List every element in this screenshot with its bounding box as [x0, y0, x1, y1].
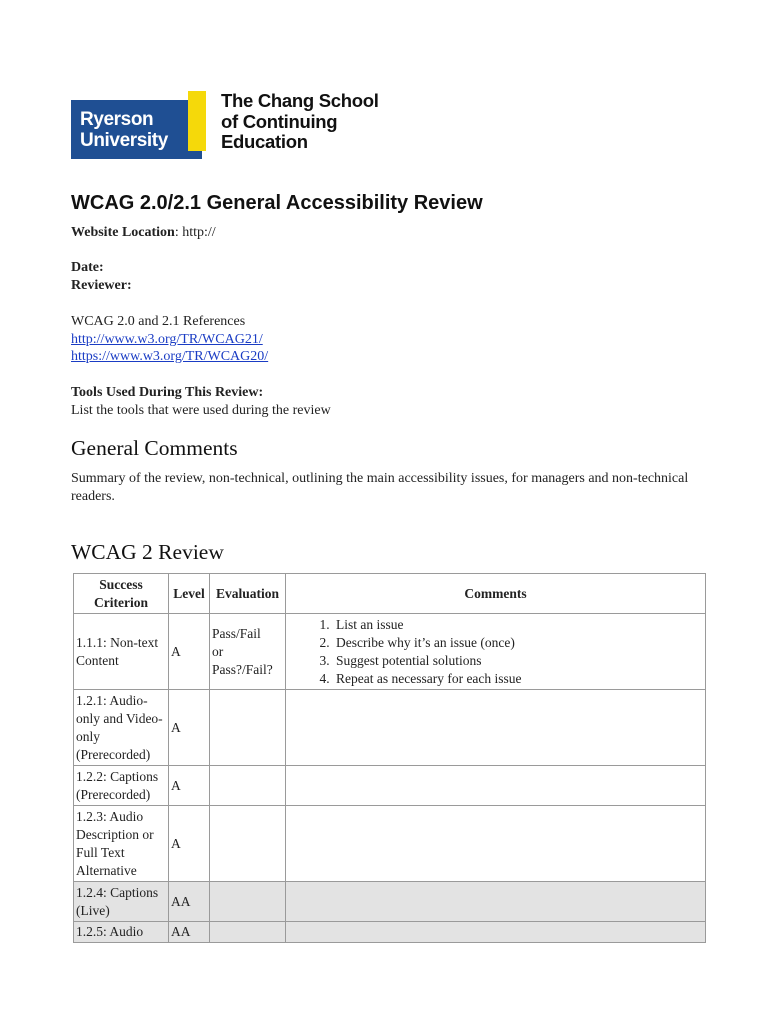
- table-row: [74, 766, 706, 806]
- evaluation-cell: [210, 690, 286, 766]
- evaluation-cell: Pass/Fail or Pass?/Fail?: [210, 614, 286, 690]
- column-header: Success Criterion: [74, 574, 169, 614]
- table-header-row: [74, 574, 706, 614]
- comments-cell: [286, 806, 706, 882]
- logo-yellow-bar: [188, 91, 206, 151]
- list-item: 1. List an issue: [333, 616, 703, 634]
- logo-university-line1: Ryerson: [80, 109, 154, 130]
- level-cell: A: [169, 690, 210, 766]
- general-comments-text: Summary of the review, non-technical, outlining the main accessibility issues, for managers and non-technical readers.: [71, 471, 689, 504]
- criterion-cell: 1.2.1: Audio-only and Video-only (Prerecorded): [74, 690, 169, 766]
- table-row: [74, 882, 706, 922]
- criterion-cell: 1.2.5: Audio: [74, 922, 169, 943]
- document-title: WCAG 2.0/2.1 General Accessibility Review: [71, 192, 483, 214]
- level-cell: A: [169, 806, 210, 882]
- column-header: Comments: [286, 574, 706, 614]
- list-item: 2. Describe why it’s an issue (once): [333, 634, 703, 652]
- criterion-cell: 1.2.3: Audio Description or Full Text Alternative: [74, 806, 169, 882]
- comments-cell: [286, 922, 706, 943]
- level-cell: A: [169, 614, 210, 690]
- website-location-label: Website Location: [71, 225, 175, 240]
- comments-cell: [286, 614, 706, 690]
- issue-list: [288, 616, 703, 688]
- tools-text: List the tools that were used during the review: [71, 403, 331, 418]
- website-location-line: [71, 224, 216, 242]
- logo-school-line: Education: [221, 131, 308, 152]
- level-cell: AA: [169, 882, 210, 922]
- review-table: [73, 573, 706, 943]
- evaluation-cell: [210, 882, 286, 922]
- level-cell: AA: [169, 922, 210, 943]
- list-item: 4. Repeat as necessary for each issue: [333, 670, 703, 688]
- column-header: Evaluation: [210, 574, 286, 614]
- wcag21-link[interactable]: http://www.w3.org/TR/WCAG21/: [71, 332, 263, 347]
- table-row: [74, 614, 706, 690]
- column-header: Level: [169, 574, 210, 614]
- comments-cell: [286, 690, 706, 766]
- chang-school-logo: [71, 91, 391, 161]
- level-cell: A: [169, 766, 210, 806]
- table-row: [74, 806, 706, 882]
- logo-school-line: of Continuing: [221, 110, 338, 132]
- list-item: 3. Suggest potential solutions: [333, 652, 703, 670]
- table-row: [74, 922, 706, 943]
- website-location-value: : http://: [174, 225, 216, 240]
- logo-school-line: The Chang School: [221, 90, 379, 111]
- general-comments-heading: General Comments: [71, 436, 238, 460]
- evaluation-cell: [210, 922, 286, 943]
- references-heading: WCAG 2.0 and 2.1 References: [71, 314, 246, 329]
- wcag20-link[interactable]: https://www.w3.org/TR/WCAG20/: [71, 349, 269, 364]
- ryerson-logo-box: [71, 100, 202, 159]
- logo-university-line2: University: [80, 130, 168, 151]
- reviewer-label: Reviewer:: [71, 278, 132, 293]
- comments-cell: [286, 766, 706, 806]
- comments-cell: [286, 882, 706, 922]
- criterion-cell: 1.1.1: Non-text Content: [74, 614, 169, 690]
- criterion-cell: 1.2.2: Captions (Prerecorded): [74, 766, 169, 806]
- evaluation-cell: [210, 766, 286, 806]
- criterion-cell: 1.2.4: Captions (Live): [74, 882, 169, 922]
- table-row: [74, 690, 706, 766]
- evaluation-cell: [210, 806, 286, 882]
- logo-school-name: [221, 91, 379, 153]
- wcag-review-heading: WCAG 2 Review: [71, 540, 224, 564]
- date-label: Date:: [71, 260, 104, 275]
- tools-heading: Tools Used During This Review:: [71, 385, 264, 400]
